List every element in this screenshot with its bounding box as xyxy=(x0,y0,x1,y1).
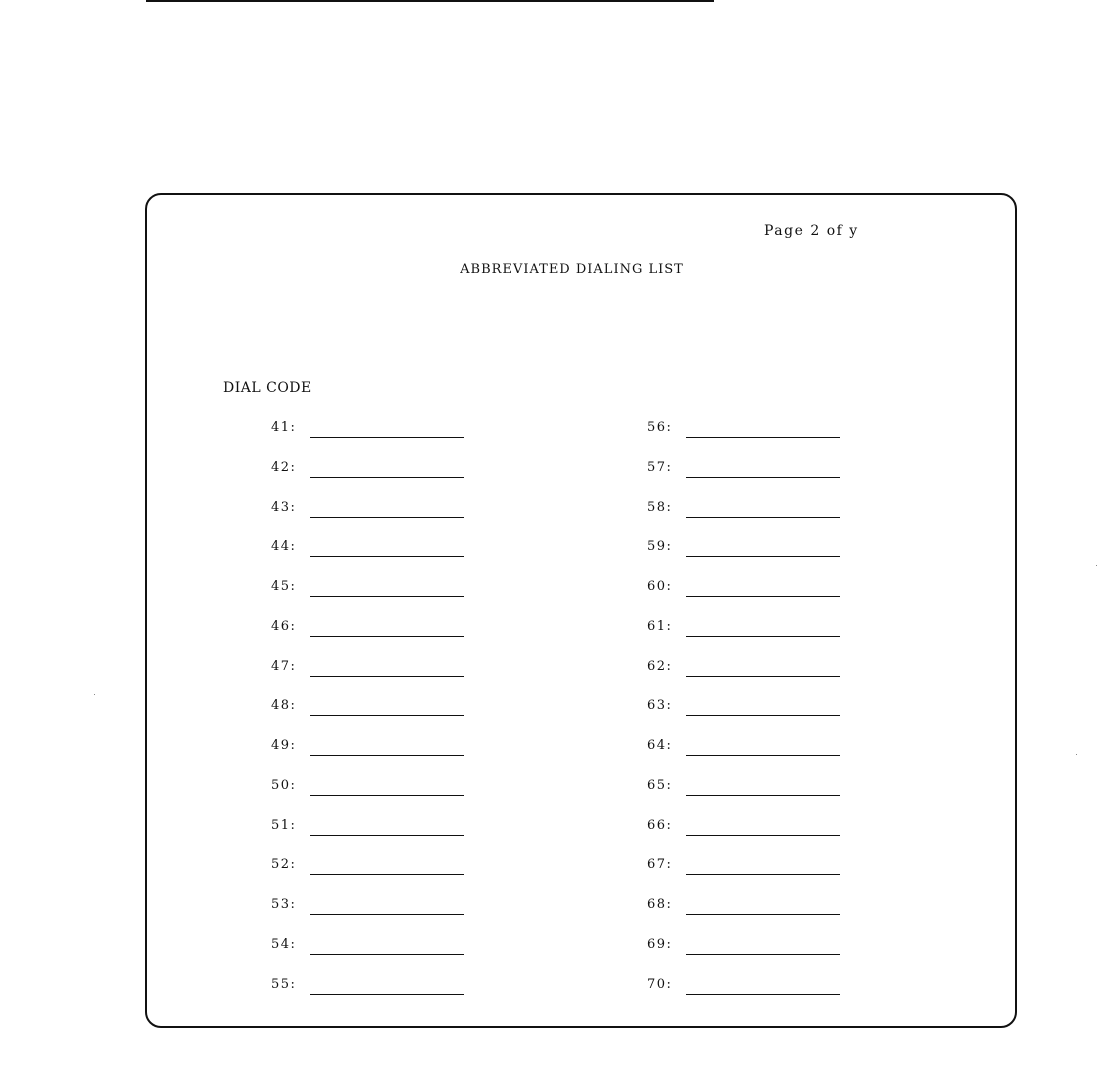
dial-code-number: 41: xyxy=(271,420,297,435)
dial-number-field[interactable] xyxy=(310,613,464,637)
dial-code-number: 50: xyxy=(271,777,297,793)
dial-code-number: 54: xyxy=(271,936,297,952)
dial-number-field[interactable] xyxy=(686,573,840,597)
dial-code-number: 53: xyxy=(271,897,297,912)
dial-code-number: 49: xyxy=(271,738,297,753)
dial-code-number: 46: xyxy=(271,618,297,634)
scan-speck xyxy=(1076,754,1077,755)
dial-number-field[interactable] xyxy=(686,454,840,478)
dial-code-number: 42: xyxy=(271,459,297,475)
dial-number-field[interactable] xyxy=(686,533,840,557)
dial-code-number: 51: xyxy=(271,817,297,833)
dial-number-field[interactable] xyxy=(310,573,464,597)
dial-code-number: 48: xyxy=(271,698,297,714)
dial-number-field[interactable] xyxy=(686,891,840,915)
dial-number-field[interactable] xyxy=(310,971,464,995)
dial-code-number: 56: xyxy=(647,420,673,435)
dial-number-field[interactable] xyxy=(686,931,840,955)
page-indicator: Page 2 of y xyxy=(764,223,859,239)
dial-code-number: 47: xyxy=(271,658,297,674)
dial-number-field[interactable] xyxy=(310,732,464,756)
dial-number-field[interactable] xyxy=(686,732,840,756)
dial-number-field[interactable] xyxy=(310,414,464,438)
dial-code-number: 60: xyxy=(647,579,673,594)
dial-code-number: 57: xyxy=(647,459,673,475)
dial-code-number: 64: xyxy=(647,738,673,753)
dial-code-number: 44: xyxy=(271,539,297,555)
dial-code-number: 52: xyxy=(271,857,297,873)
dial-code-number: 63: xyxy=(647,698,673,714)
dial-code-number: 69: xyxy=(647,936,673,952)
scan-speck xyxy=(1096,565,1097,566)
dial-number-field[interactable] xyxy=(686,613,840,637)
dial-number-field[interactable] xyxy=(310,454,464,478)
dial-code-number: 68: xyxy=(647,897,673,912)
top-rule xyxy=(146,0,714,2)
scan-speck xyxy=(94,694,95,695)
dial-code-number: 45: xyxy=(271,579,297,594)
dial-number-field[interactable] xyxy=(686,772,840,796)
dial-code-number: 65: xyxy=(647,777,673,793)
dial-number-field[interactable] xyxy=(686,494,840,518)
dial-number-field[interactable] xyxy=(310,851,464,875)
dial-number-field[interactable] xyxy=(310,692,464,716)
dial-code-number: 61: xyxy=(647,618,673,634)
dial-number-field[interactable] xyxy=(310,931,464,955)
dialing-list-form xyxy=(145,193,1017,1028)
dial-code-number: 58: xyxy=(647,499,673,515)
dial-code-number: 43: xyxy=(271,499,297,515)
dial-number-field[interactable] xyxy=(310,494,464,518)
dial-code-number: 59: xyxy=(647,539,673,555)
dial-number-field[interactable] xyxy=(686,971,840,995)
dial-code-number: 62: xyxy=(647,658,673,674)
dial-code-number: 55: xyxy=(271,976,297,992)
dial-code-number: 70: xyxy=(647,976,673,992)
dial-number-field[interactable] xyxy=(686,653,840,677)
dial-code-number: 67: xyxy=(647,857,673,873)
dial-number-field[interactable] xyxy=(310,533,464,557)
dial-number-field[interactable] xyxy=(686,812,840,836)
dial-code-label: DIAL CODE xyxy=(223,380,312,396)
dial-number-field[interactable] xyxy=(686,851,840,875)
dial-number-field[interactable] xyxy=(310,891,464,915)
dial-code-number: 66: xyxy=(647,817,673,833)
dial-number-field[interactable] xyxy=(686,414,840,438)
form-title: ABBREVIATED DIALING LIST xyxy=(460,262,684,277)
dial-number-field[interactable] xyxy=(310,772,464,796)
dial-number-field[interactable] xyxy=(310,812,464,836)
dial-number-field[interactable] xyxy=(310,653,464,677)
dial-number-field[interactable] xyxy=(686,692,840,716)
